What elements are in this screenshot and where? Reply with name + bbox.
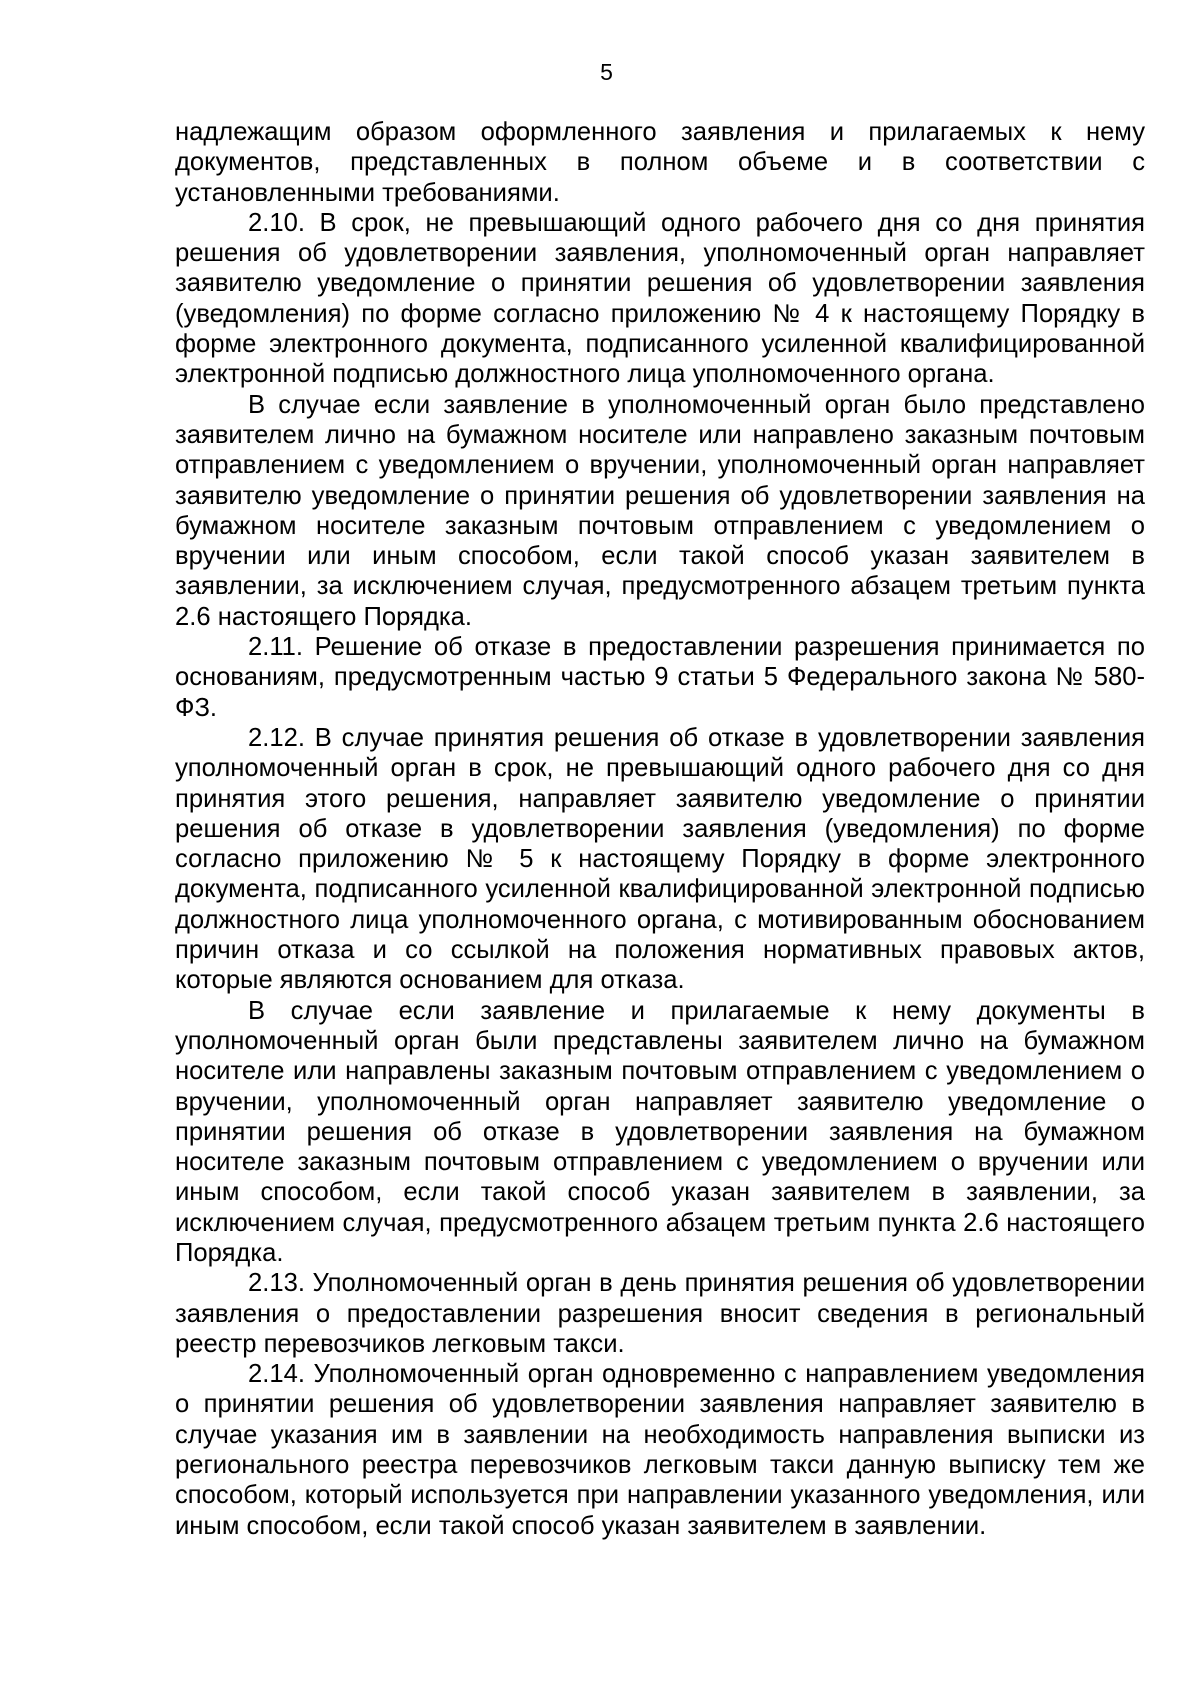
paragraph-2-12-paper: В случае если заявление и прилагаемые к нему документы в уполномоченный орган были представлены заявителем лично на бумажном носителе или направлены заказным почтовым отправлением с уведомлением о вручении, уполномоченный орган направляет заявителю уведомление о принятии решения об отказе в удовлетворении заявления на бумажном носителе заказным почтовым отправлением с уведомлением о вручении или иным способом, если такой способ указан заявителем в заявлении, за исключением случая, предусмотренного абзацем третьим пункта 2.6 настоящего Порядка.: [175, 996, 1145, 1267]
paragraph-2-12: 2.12. В случае принятия решения об отказе в удовлетворении заявления уполномоченный орган в срок, не превышающий одного рабочего дня со дня принятия этого решения, направляет заявителю уведомление о принятии решения об отказе в удовлетворении заявления (уведомления) по форме согласно приложению № 5 к настоящему Порядку в форме электронного документа, подписанного усиленной квалифицированной электронной подписью должностного лица уполномоченного органа, с мотивированным обоснованием причин отказа и со ссылкой на положения нормативных правовых актов, которые являются основанием для отказа.: [175, 723, 1145, 995]
paragraph-2-10: 2.10. В срок, не превышающий одного рабочего дня со дня принятия решения об удовлетворении заявления, уполномоченный орган направляет заявителю уведомление о принятии решения об удовлетворении заявления (уведомления) по форме согласно приложению № 4 к настоящему Порядку в форме электронного документа, подписанного усиленной квалифицированной электронной подписью должностного лица уполномоченного органа.: [175, 208, 1145, 389]
paragraph-2-11: 2.11. Решение об отказе в предоставлении разрешения принимается по основаниям, предусмотренным частью 9 статьи 5 Федерального закона № 580-ФЗ.: [175, 633, 1145, 722]
paragraph-2-14: 2.14. Уполномоченный орган одновременно с направлением уведомления о принятии решения об удовлетворении заявления направляет заявителю в случае указания им в заявлении на необходимость направления выписки из регионального реестра перевозчиков легковым такси данную выписку тем же способом, который используется при направлении указанного уведомления, или иным способом, если такой способ указан заявителем в заявлении.: [175, 1360, 1145, 1540]
paragraph-2-13: 2.13. Уполномоченный орган в день принятия решения об удовлетворении заявления о предоставлении разрешения вносит сведения в региональный реестр перевозчиков легковым такси.: [175, 1269, 1145, 1358]
paragraph-continuation: надлежащим образом оформленного заявления и прилагаемых к нему документов, представленных в полном объеме и в соответствии с установленными требованиями.: [175, 118, 1145, 207]
page-number: 5: [600, 59, 613, 85]
document-body: [175, 117, 1145, 1541]
paragraph-2-10-paper: В случае если заявление в уполномоченный орган было представлено заявителем лично на бумажном носителе или направлено заказным почтовым отправлением с уведомлением о вручении, уполномоченный орган направляет заявителю уведомление о принятии решения об удовлетворении заявления на бумажном носителе заказным почтовым отправлением с уведомлением о вручении или иным способом, если такой способ указан заявителем в заявлении, за исключением случая, предусмотренного абзацем третьим пункта 2.6 настоящего Порядка.: [175, 390, 1145, 631]
